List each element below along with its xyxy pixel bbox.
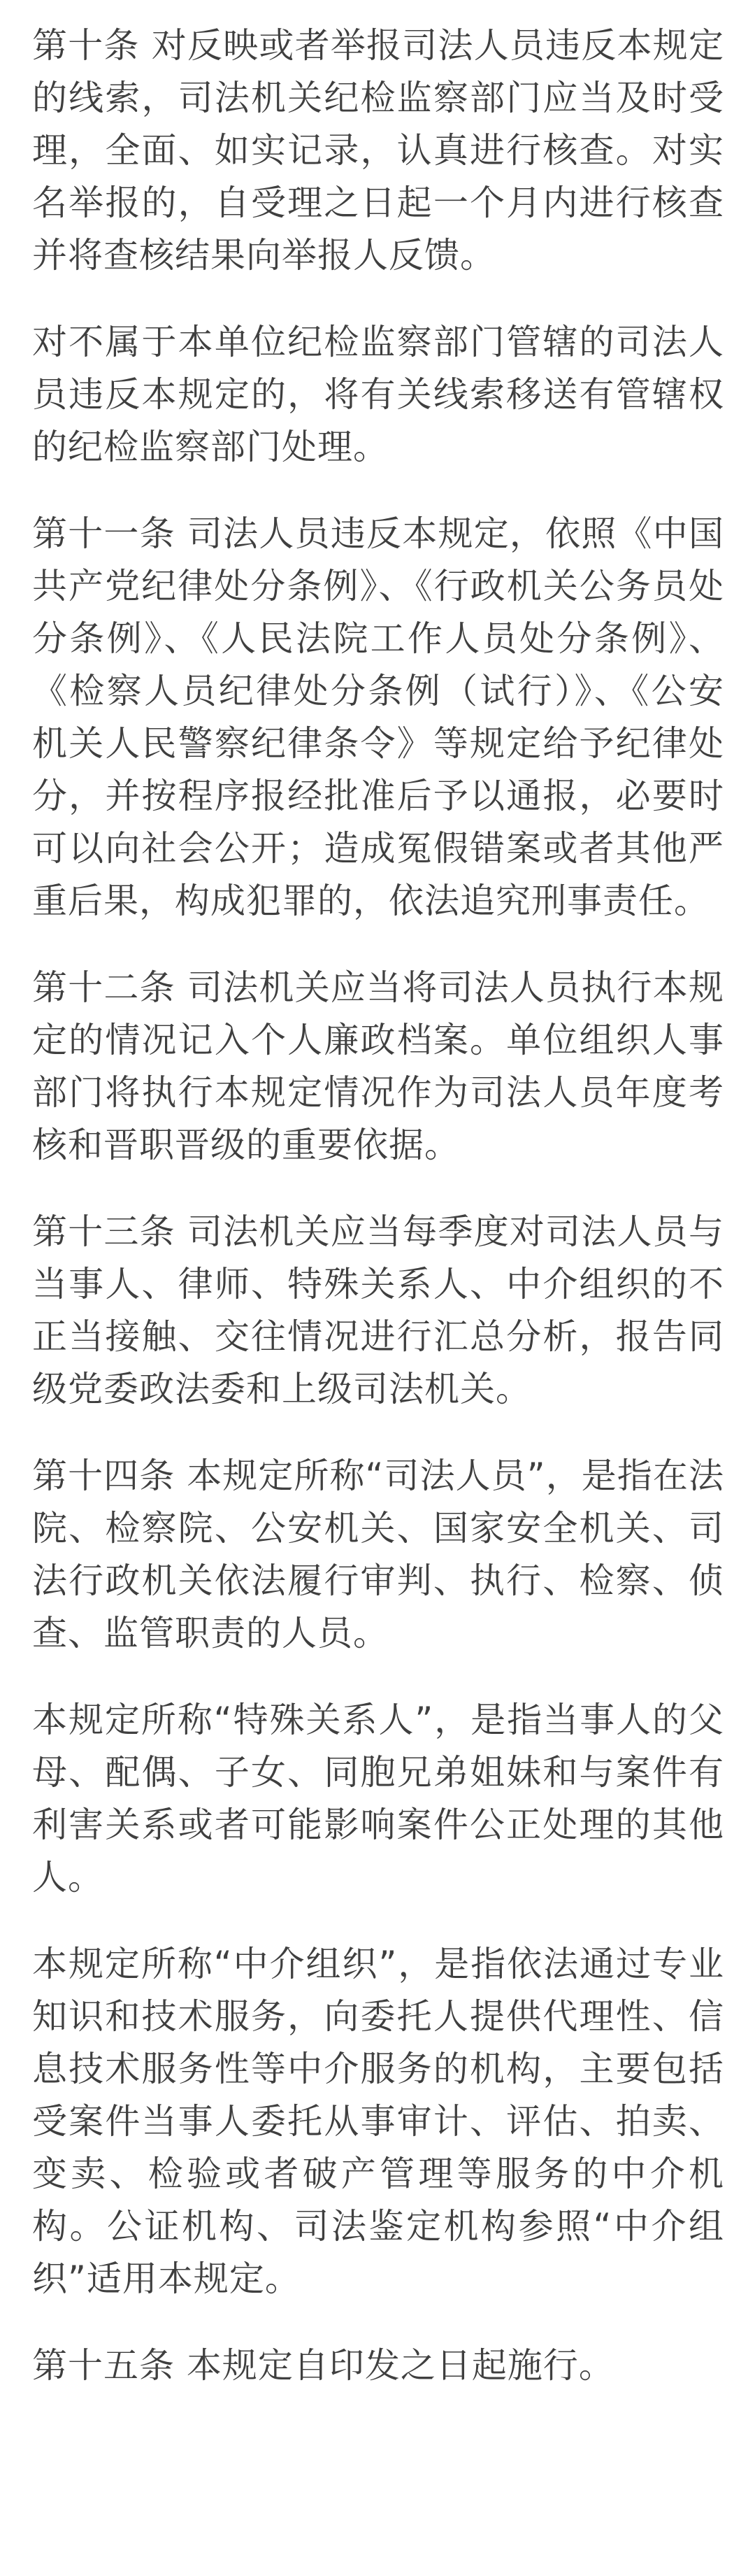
paragraph-intermediary-definition: 本规定所称“中介组织”，是指依法通过专业知识和技术服务，向委托人提供代理性、信息技术服务性等中介服务的机构，主要包括受案件当事人委托从事审计、评估、拍卖、变卖、检验或者破产管理等服务的中介机构。公证机构、司法鉴定机构参照“中介组织”适用本规定。 xyxy=(32,1944,724,2299)
paragraph-article-13: 第十三条 司法机关应当每季度对司法人员与当事人、律师、特殊关系人、中介组织的不正当接触、交往情况进行汇总分析，报告同级党委政法委和上级司法机关。 xyxy=(32,1211,724,1409)
paragraph-article-14: 第十四条 本规定所称“司法人员”，是指在法院、检察院、公安机关、国家安全机关、司法行政机关依法履行审判、执行、检察、侦查、监管职责的人员。 xyxy=(32,1456,724,1653)
paragraph-article-10: 第十条 对反映或者举报司法人员违反本规定的线索，司法机关纪检监察部门应当及时受理，全面、如实记录，认真进行核查。对实名举报的，自受理之日起一个月内进行核查并将查核结果向举报人反馈。 xyxy=(32,25,724,276)
article-body xyxy=(32,20,724,2392)
paragraph-article-15: 第十五条 本规定自印发之日起施行。 xyxy=(32,2345,614,2386)
paragraph-article-11: 第十一条 司法人员违反本规定，依照《中国共产党纪律处分条例》、《行政机关公务员处分条例》、《人民法院工作人员处分条例》、《检察人员纪律处分条例（试行）》、《公安机关人民警察纪律条令》等规定给予纪律处分，并按程序报经批准后予以通报，必要时可以向社会公开；造成冤假错案或者其他严重后果，构成犯罪的，依法追究刑事责任。 xyxy=(32,513,724,921)
paragraph-article-12: 第十二条 司法机关应当将司法人员执行本规定的情况记入个人廉政档案。单位组织人事部门将执行本规定情况作为司法人员年度考核和晋职晋级的重要依据。 xyxy=(32,967,724,1165)
paragraph-article-10-transfer: 对不属于本单位纪检监察部门管辖的司法人员违反本规定的，将有关线索移送有管辖权的纪检监察部门处理。 xyxy=(32,322,724,467)
paragraph-special-relation-definition: 本规定所称“特殊关系人”，是指当事人的父母、配偶、子女、同胞兄弟姐妹和与案件有利害关系或者可能影响案件公正处理的其他人。 xyxy=(32,1700,724,1898)
